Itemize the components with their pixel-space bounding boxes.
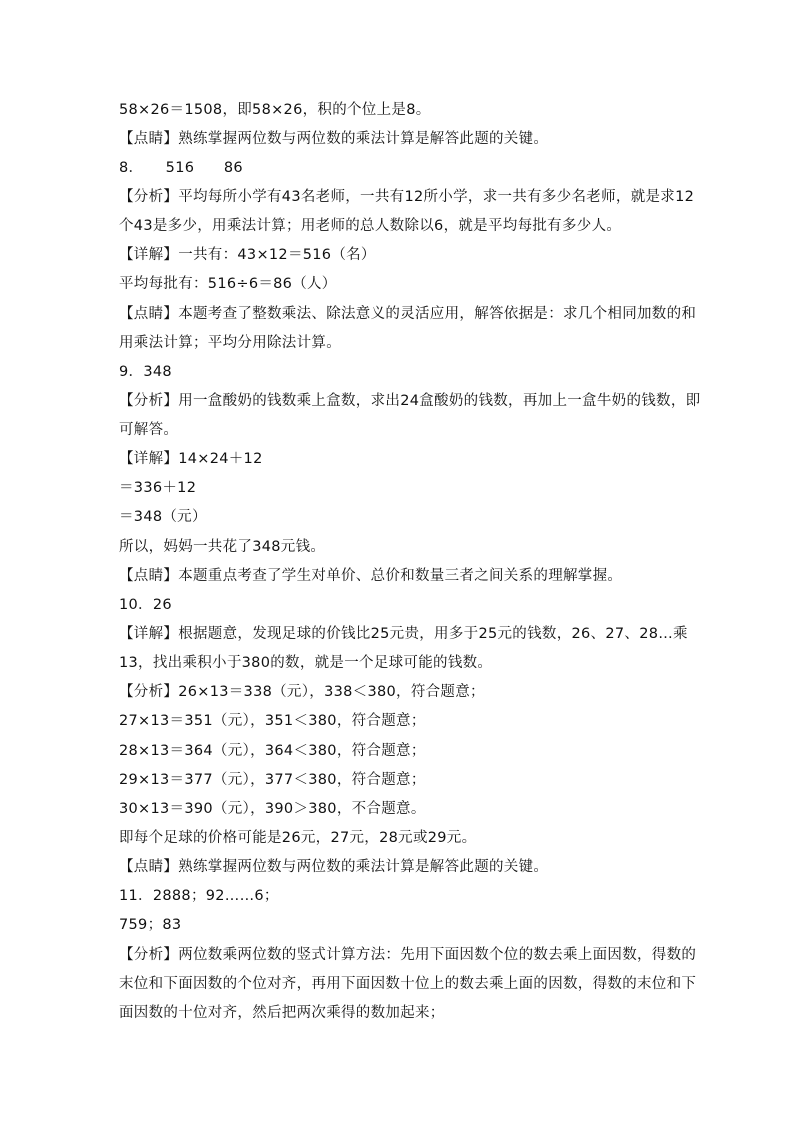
text-line: 10．26 [119, 597, 172, 613]
text-line: 用乘法计算；平均分用除法计算。 [119, 335, 341, 351]
text-line: 所以，妈妈一共花了348元钱。 [119, 539, 326, 555]
text-line: 【分析】用一盒酸奶的钱数乘上盒数，求出24盒酸奶的钱数，再加上一盒牛奶的钱数，即 [119, 393, 701, 409]
text-line: 末位和下面因数的个位对齐，再用下面因数十位上的数去乘上面的因数，得数的末位和下 [119, 976, 697, 992]
text-line: 可解答。 [119, 422, 179, 438]
text-line: 【点睛】熟练掌握两位数与两位数的乘法计算是解答此题的关键。 [119, 859, 549, 875]
text-line: 9．348 [119, 364, 172, 380]
text-line: 【点睛】熟练掌握两位数与两位数的乘法计算是解答此题的关键。 [119, 131, 549, 147]
text-line: 【详解】14×24＋12 [119, 451, 263, 467]
text-line: 【分析】平均每所小学有43名老师，一共有12所小学，求一共有多少名老师，就是求12 [119, 189, 695, 205]
text-line: 【详解】一共有：43×12＝516（名） [119, 247, 376, 263]
text-line: 平均每批有：516÷6＝86（人） [119, 276, 337, 292]
text-line: 【详解】根据题意，发现足球的价钱比25元贵，用多于25元的钱数，26、27、28…乘 [119, 626, 688, 642]
text-line: 58×26＝1508，即58×26，积的个位上是8。 [119, 102, 431, 118]
text-line: 个43是多少，用乘法计算；用老师的总人数除以6，就是平均每批有多少人。 [119, 218, 622, 234]
text-line: 即每个足球的价格可能是26元，27元，28元或29元。 [119, 830, 477, 846]
text-line: 27×13＝351（元），351＜380，符合题意； [119, 713, 426, 729]
text-line: 【分析】两位数乘两位数的竖式计算方法：先用下面因数个位的数去乘上面因数，得数的 [119, 947, 697, 963]
text-line: 759；83 [119, 917, 182, 933]
text-line: 8． 516 86 [119, 160, 243, 176]
text-line: 30×13＝390（元），390＞380，不合题意。 [119, 801, 426, 817]
text-line: ＝336＋12 [119, 480, 197, 496]
text-line: 28×13＝364（元），364＜380，符合题意； [119, 743, 426, 759]
text-line: ＝348（元） [119, 509, 207, 525]
text-line: 【点睛】本题重点考查了学生对单价、总价和数量三者之间关系的理解掌握。 [119, 568, 623, 584]
text-line: 面因数的十位对齐，然后把两次乘得的数加起来； [119, 1005, 445, 1021]
text-line: 11．2888；92……6； [119, 888, 279, 904]
text-line: 13，找出乘积小于380的数，就是一个足球可能的钱数。 [119, 655, 493, 671]
text-line: 【点睛】本题考查了整数乘法、除法意义的灵活应用，解答依据是：求几个相同加数的和 [119, 306, 697, 322]
text-line: 【分析】26×13＝338（元），338＜380，符合题意； [119, 684, 485, 700]
text-line: 29×13＝377（元），377＜380，符合题意； [119, 772, 426, 788]
